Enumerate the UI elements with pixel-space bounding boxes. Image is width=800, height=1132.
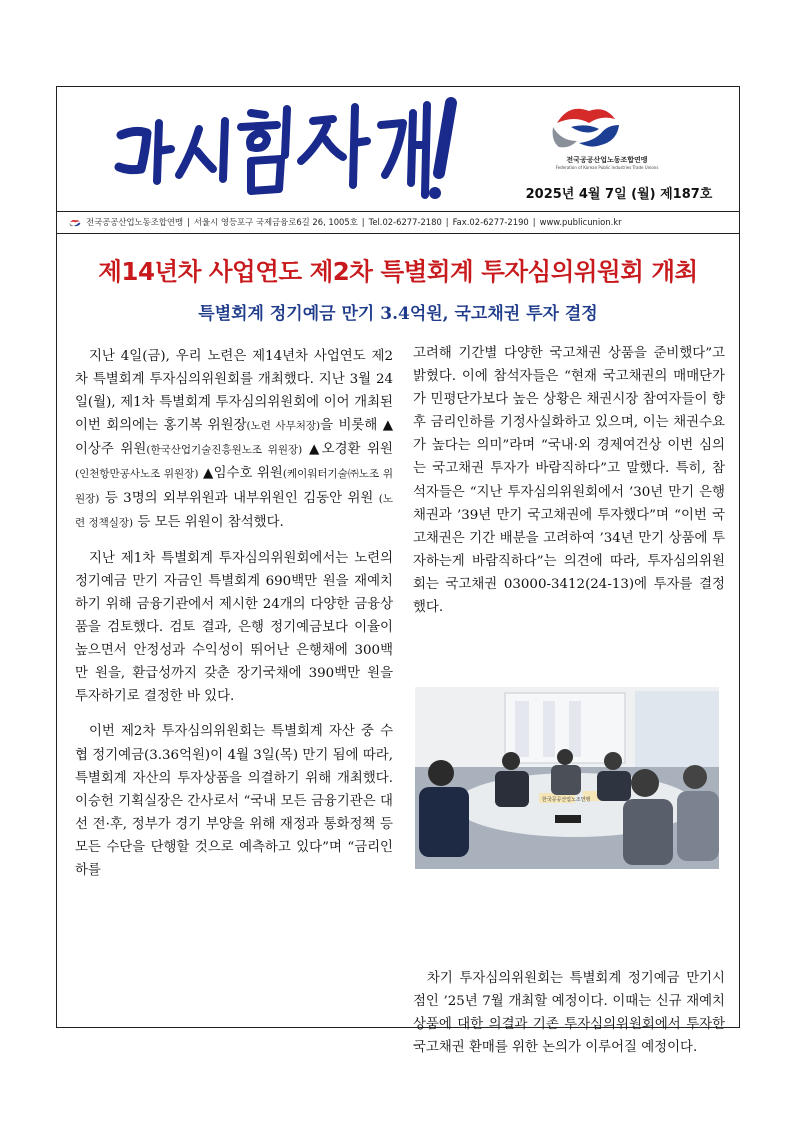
union-name-english: Federation of Korean Public Industries Trade Unions [555,165,659,170]
contact-org: 전국공공산업노동조합연맹 [86,217,184,227]
contact-website[interactable]: www.publicunion.kr [539,217,622,227]
article-column-right [413,342,725,631]
contact-fax: Fax.02-6277-2190 [452,217,529,227]
article-column-right-bottom [413,967,725,1071]
masthead [57,87,739,212]
paragraph-4: 고려해 기간별 다양한 국고채권 상품을 준비했다”고 밝혔다. 이에 참석자들은 “현재 국고채권의 매매단가가 민평단가보다 높은 상황은 채권시장 참여자들이 향후 금리인하를 기정사실화하고 있으며, 이는 채권수요가 높다는 의미”라며 “국내·외 경제여건상 이번 심의는 국고채권 투자가 바람직하다”고 말했다. 특히, 참석자들은 “지난 투자심의위원회에서 ’30년 만기 은행채권과 ’39년 만기 국고채권에 투자했다”며 “이번 국고채권은 기간 배분을 고려하여 ’34년 만기 상품에 투자하는게 바람직하다”는 의견에 따라, 투자심의위원회는 국고채권 03000-3412(24-13)에 투자를 결정했다. [413,346,725,616]
paragraph-2: 지난 제1차 특별회계 투자심의위원회에서는 노련의 정기예금 만기 자금인 특별회계 690백만 원을 재예치하기 위해 금융기관에서 제시한 24개의 다양한 금융상품을 검토했다. 검토 결과, 은행 정기예금보다 이율이 높으면서 안정성과 수익성이 뛰어난 은행채에 300백만 원을, 환급성까지 갖춘 장기국채에 390백만 원을 투자하기로 결정한 바 있다. [75,550,393,705]
article-column-left [75,345,393,894]
contact-bar: 전국공공산업노동조합연맹 | 서울시 영등포구 국제금융로6길 26, 1005호 | Tel.02-6277-2180 | Fax.02-6277-2190 | www.publicunion.kr [57,211,739,234]
newsletter-frame [56,86,740,1056]
union-logo-small [69,218,81,228]
paragraph-5: 차기 투자심의위원회는 특별회계 정기예금 만기시점인 ’25년 7월 개최할 예정이다. 이때는 신규 재예치 상품에 대한 의결과 기존 투자심의위원회에서 투자한 국고채권 환매를 위한 논의가 이루어질 예정이다. [413,971,725,1056]
union-logo [549,101,623,153]
name-plate: 한국공공산업노조연맹 [542,797,591,803]
article-subheadline: 특별회계 정기예금 만기 3.4억원, 국고채권 투자 결정 [198,304,598,324]
meeting-photo [415,687,719,869]
article-headline: 제14년차 사업연도 제2차 특별회계 투자심의위원회 개최 [98,257,698,286]
banner-calligraphy [101,95,471,207]
issue-date-number: 2025년 4월 7일 (월) 제187호 [525,187,713,202]
paragraph-3: 이번 제2차 투자심의위원회는 특별회계 자산 중 수협 정기예금(3.36억원)이 4월 3일(목) 만기 됨에 따라, 특별회계 자산의 투자상품을 의결하기 위해 개최했다. 이승헌 기획실장은 간사로서 “국내 모든 금융기관은 대선 전·후, 정부가 경기 부양을 위해 재정과 통화정책 등 모든 수단을 단행할 것으로 예측하고 있다”며 “금리인하를 [75,724,393,878]
contact-tel: Tel.02-6277-2180 [368,217,442,227]
paragraph-1: 지난 4일(금), 우리 노련은 제14년차 사업연도 제2차 특별회계 투자심의위원회를 개최했다. 지난 3월 24일(월), 제1차 특별회계 투자심의위원회에 이어 개최된 이번 회의에는 홍기복 위원장(노련 사무처장)을 비롯해 ▲이상주 위원(한국산업기술진흥원노조 위원장) ▲오경환 위원(인천항만공사노조 위원장) ▲임수호 위원(케이워터기술㈜노조 위원장) 등 3명의 외부위원과 내부위원인 김동안 위원 (노련 정책실장) 등 모든 위원이 참석했다. [75,349,394,530]
union-name-korean: 전국공공산업노동조합연맹 [566,156,648,164]
contact-address: 서울시 영등포구 국제금융로6길 26, 1005호 [193,217,358,227]
